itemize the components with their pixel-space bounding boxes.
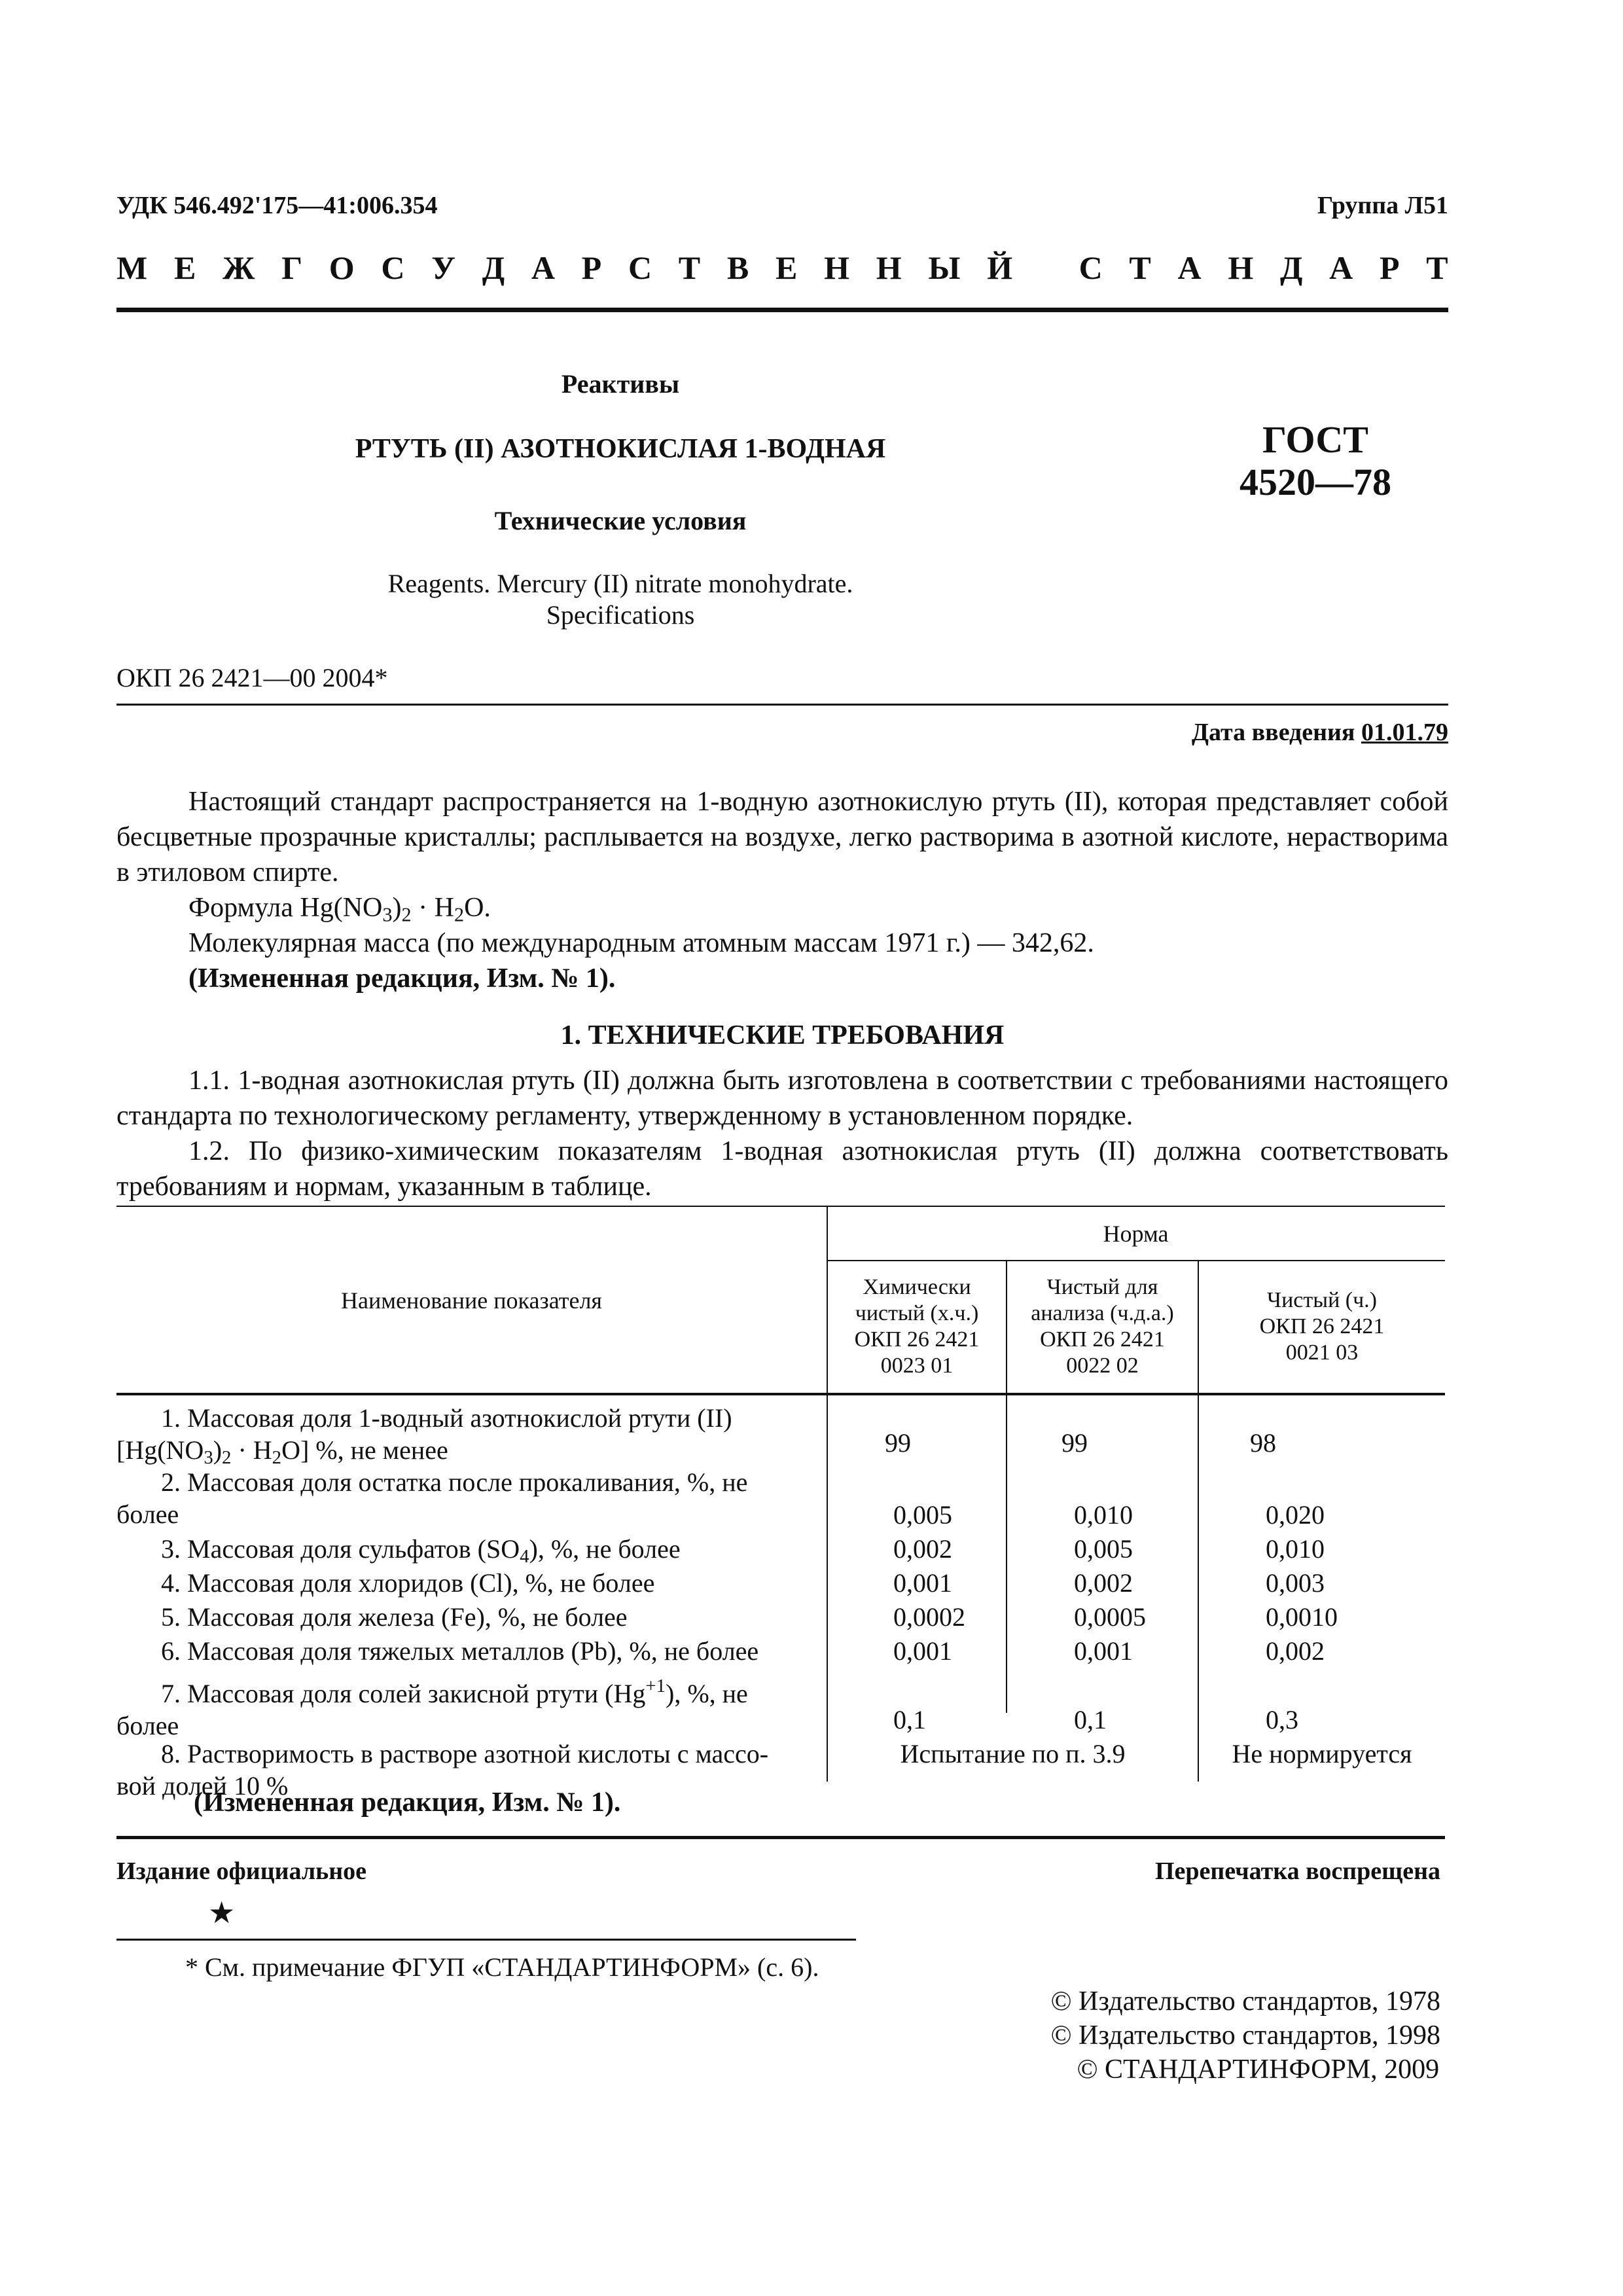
copyright-line-1: © Издательство стандартов, 1978 [1050, 1986, 1440, 2017]
table-row-7-name: 7. Массовая доля солей закисной ртути $(Hg^{+1})$, %, не более [116, 1676, 748, 1740]
banner-letter: А [1329, 249, 1353, 286]
title-rule [116, 704, 1448, 706]
column-header-name: Наименование показателя [341, 1287, 602, 1314]
table-row-1-name: 1. Массовая доля 1-водный азотнокислой ртути (II) $[Hg(NO_3)_2 \cdot H_2O]$ %, не менее [116, 1403, 732, 1469]
table-row-6-grade-2: 0,001 [1074, 1636, 1133, 1666]
table-row-4-grade-2: 0,002 [1074, 1568, 1133, 1598]
category-title: Реактивы [561, 369, 680, 399]
banner-letter: В [726, 249, 749, 286]
introduction-date [1192, 718, 1448, 747]
table-row-2-grade-1: 0,005 [893, 1500, 952, 1530]
classification-group: Группа Л51 [1317, 192, 1448, 219]
banner-letter: О [329, 249, 355, 286]
interstate-standard-banner [116, 249, 1448, 287]
english-title-line1: Reagents. Mercury (II) nitrate monohydrate. [387, 569, 853, 598]
banner-letter: Т [1426, 249, 1448, 286]
table-row-5-grade-3: 0,0010 [1266, 1602, 1338, 1632]
table-top-rule [116, 1206, 1445, 1207]
table-row-2-grade-2: 0,010 [1074, 1500, 1133, 1530]
banner-letter: С [628, 249, 652, 286]
banner-letter: Д [1280, 249, 1303, 286]
table-row-3-name: 3. Массовая доля сульфатов $(SO_4)$, %, не более [161, 1534, 681, 1568]
table-header-rule [116, 1393, 1445, 1395]
banner-letter: Т [678, 249, 701, 286]
banner-letter: Н [876, 249, 902, 286]
banner-letter: Й [987, 249, 1013, 286]
table-row-8-grade-1-2: Испытание по п. 3.9 [900, 1739, 1126, 1768]
molar-mass-line: Молекулярная масса (по международным атомным массам 1971 г.) — 342,62. [188, 928, 1094, 958]
introduction-date-label: Дата введения [1191, 719, 1355, 746]
star-icon: ★ [208, 1895, 236, 1930]
header-rule [116, 308, 1448, 312]
table-row-5-grade-1: 0,0002 [893, 1602, 965, 1632]
table-norm-rule [827, 1260, 1445, 1261]
table-revision-note: (Измененная редакция, Изм. № 1). [194, 1787, 621, 1818]
banner-letter: Ж [223, 249, 255, 286]
gost-label: ГОСТ [1262, 418, 1368, 461]
banner-letter: У [431, 249, 455, 286]
banner-letter: Г [281, 249, 303, 286]
banner-letter: А [1177, 249, 1202, 286]
table-row-3-grade-1: 0,002 [893, 1534, 952, 1564]
table-row-8-name: 8. Растворимость в растворе азотной кислоты с массо- вой долей 10 % [116, 1739, 769, 1801]
clause-1-2: 1.2. По физико-химическим показателям 1-водная азотнокислая ртуть (II) должна соответствовать требованиям и нормам, указанным в таблице. [116, 1136, 1448, 1202]
table-row-7-grade-2: 0,1 [1074, 1705, 1107, 1734]
banner-letter: С [381, 249, 405, 286]
okp-code: ОКП 26 2421—00 2004* [116, 663, 388, 692]
copyright-line-3: © СТАНДАРТИНФОРМ, 2009 [1077, 2054, 1440, 2085]
table-row-6-grade-1: 0,001 [893, 1636, 952, 1666]
copyright-line-2: © Издательство стандартов, 1998 [1050, 2020, 1440, 2051]
table-row-8-grade-3: Не нормируется [1232, 1739, 1412, 1768]
gost-number: 4520—78 [1240, 461, 1391, 503]
banner-letter: М [116, 249, 148, 286]
table-row-3-grade-2: 0,005 [1074, 1534, 1133, 1564]
banner-gap [1039, 249, 1052, 287]
footnote-rule [116, 1939, 856, 1941]
table-row-4-grade-1: 0,001 [893, 1568, 952, 1598]
table-row-3-grade-3: 0,010 [1266, 1534, 1325, 1564]
table-row-6-name: 6. Массовая доля тяжелых металлов (Pb), %, не более [161, 1636, 759, 1666]
clause-1-1: 1.1. 1-водная азотнокислая ртуть (II) должна быть изготовлена в соответствии с требованиями настоящего стандарта по технологическому регламенту, утвержденному в установленном порядке. [116, 1066, 1448, 1131]
banner-letter: Н [1228, 249, 1254, 286]
column-header-grade-3: Чистый (ч.) ОКП 26 2421 0021 03 [1259, 1288, 1385, 1365]
document-subtitle: Технические условия [494, 506, 747, 535]
table-row-5-grade-2: 0,0005 [1074, 1602, 1146, 1632]
table-row-6-grade-3: 0,002 [1266, 1636, 1325, 1666]
table-row-7-grade-3: 0,3 [1266, 1705, 1298, 1734]
table-row-1-grade-2: 99 [1061, 1428, 1088, 1458]
banner-letter: Е [775, 249, 798, 286]
banner-letter: Н [824, 249, 849, 286]
introduction-date-value: 01.01.79 [1361, 719, 1448, 746]
official-edition: Издание официальное [116, 1857, 367, 1885]
banner-letter: Д [482, 249, 505, 286]
banner-letter: А [531, 249, 555, 286]
table-row-2-name: 2. Массовая доля остатка после прокаливания, %, не более [116, 1467, 748, 1529]
table-row-2-grade-3: 0,020 [1266, 1500, 1325, 1530]
formula-line: Формула $Hg(NO_3)_2 \cdot H_2O$. [188, 893, 491, 926]
table-row-1-grade-1: 99 [885, 1428, 911, 1458]
banner-letter: Р [581, 249, 602, 286]
intro-paragraph: Настоящий стандарт распространяется на 1-водную азотнокислую ртуть (II), которая представляет собой бесцветные прозрачные кристаллы; расплывается на воздухе, легко растворима в азотной кислоте, нерастворима в этиловом спирте. [116, 787, 1448, 888]
copyright-block [1051, 1984, 1440, 2087]
banner-letter: С [1079, 249, 1103, 286]
banner-letter: Р [1379, 249, 1400, 286]
english-title-line2: Specifications [546, 600, 695, 630]
table-row-5-name: 5. Массовая доля железа (Fe), %, не более [161, 1602, 628, 1632]
banner-letter: Т [1129, 249, 1151, 286]
table-row-4-name: 4. Массовая доля хлоридов (Cl), %, не более [161, 1568, 655, 1598]
banner-letter: Е [173, 249, 196, 286]
table-row-4-grade-3: 0,003 [1266, 1568, 1325, 1598]
column-header-grade-1: Химически чистый (х.ч.) ОКП 26 2421 0023 01 [854, 1275, 980, 1378]
table-row-1-grade-3: 98 [1250, 1428, 1276, 1458]
udk-code: УДК 546.492'175—41:006.354 [116, 192, 438, 219]
footnote: * См. примечание ФГУП «СТАНДАРТИНФОРМ» (с. 6). [185, 1952, 819, 1982]
footer-rule [116, 1836, 1445, 1839]
banner-letter: Ы [928, 249, 961, 286]
reprint-prohibited: Перепечатка воспрещена [1154, 1857, 1440, 1885]
column-header-norm: Норма [1103, 1221, 1169, 1247]
section-heading: 1. ТЕХНИЧЕСКИЕ ТРЕБОВАНИЯ [560, 1020, 1005, 1050]
document-title: РТУТЬ (II) АЗОТНОКИСЛАЯ 1-ВОДНАЯ [355, 434, 886, 464]
intro-revision-note: (Измененная редакция, Изм. № 1). [188, 963, 616, 994]
table-row-7-grade-1: 0,1 [893, 1705, 926, 1734]
column-header-grade-2: Чистый для анализа (ч.д.а.) ОКП 26 2421 0022 02 [1031, 1275, 1174, 1378]
